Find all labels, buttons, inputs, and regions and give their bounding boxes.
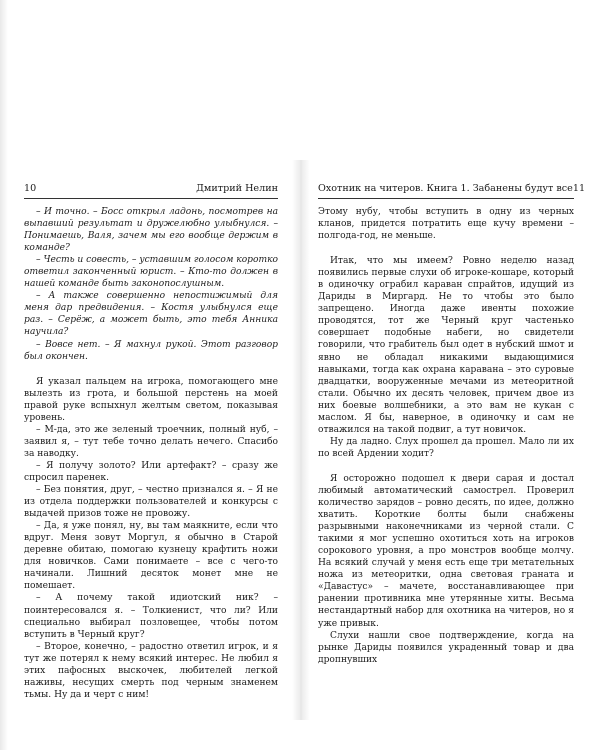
right-running-head bbox=[318, 183, 586, 199]
paragraph: – А почему такой идиотский ник? – поинтересовался я. – Толкиенист, что ли? Или специально выбирал позловещее, чтобы потом вступить в Черный круг? bbox=[24, 593, 278, 640]
paragraph: – Вовсе нет. – Я махнул рукой. Этот разговор был окончен. bbox=[24, 339, 278, 362]
paragraph: – Я получу золото? Или артефакт? – сразу же спросил паренек. bbox=[24, 460, 278, 483]
paragraph: – Без понятия, друг, – честно признался я. – Я не из отдела поддержки пользователей и конкурсы с выдачей призов тоже не провожу. bbox=[24, 485, 278, 520]
paragraph: Я указал пальцем на игрока, помогающего мне вылезть из грота, и большой перстень на моей правой руке вспыхнул желтым светом, показывая уровень. bbox=[24, 376, 278, 423]
right-page bbox=[318, 183, 586, 666]
paragraph: – Честь и совесть, – уставшим голосом коротко ответил законченный юрист. – Кто-то должен в нашей команде быть законопослушным. bbox=[24, 255, 278, 290]
paragraph: – М-да, это же зеленый троечник, полный нуб, – заявил я, – тут тебе точно делать нечего. Спасибо за наводку. bbox=[24, 424, 278, 459]
paragraph: Этому нубу, чтобы вступить в одну из черных кланов, придется потратить еще кучу времени – полгода-год, не меньше. bbox=[318, 207, 574, 242]
left-page-text bbox=[24, 206, 278, 701]
book-gutter bbox=[292, 160, 310, 720]
page-edge-shadow bbox=[0, 0, 8, 750]
left-author: Дмитрий Нелин bbox=[196, 183, 278, 194]
paragraph: Я осторожно подошел к двери сарая и достал любимый автоматический самострел. Проверил количество зарядов – ровно десять, по идее, должно хватить. Короткие болты были снабжены разрывными наконечниками из черной стали. С такими я мог успешно охотиться хоть на игроков сорокового уровня, а про монстров вообще молчу. На всякий случай у меня есть еще три метательных ножа из метеоритки, одна световая граната и «Давастус» – мачете, восстанавливающее при ранении противника мне утерянные хиты. Весьма нестандартный набор для охотника на читеров, но я уже привык. bbox=[318, 473, 574, 629]
paragraph: – Да, я уже понял, ну, вы там маякните, если что вдруг. Меня зовут Моргул, я обычно в Старой деревне обитаю, помогаю кузнецу крафтить ножи для новичков. Сами понимаете – все с чего-то начинали. Лишний десяток монет мне не помешает. bbox=[24, 521, 278, 592]
paragraph: Ну да ладно. Слух прошел да прошел. Мало ли их по всей Ардении ходит? bbox=[318, 436, 574, 459]
left-page-number: 10 bbox=[24, 183, 37, 194]
right-running-title: Охотник на читеров. Книга 1. Забанены будут все bbox=[318, 183, 573, 194]
left-page bbox=[24, 183, 278, 701]
paragraph: – Второе, конечно, – радостно ответил игрок, и я тут же потерял к нему всякий интерес. Не любил я этих пафосных выскочек, любителей легкой наживы, несущих смерть под черным знаменем тьмы. Ну да и черт с ним! bbox=[24, 641, 278, 700]
paragraph: – А также совершенно непостижимый для меня дар предвидения. – Костя улыбнулся еще раз. – Серёж, а может быть, это тебя Анника научила? bbox=[24, 291, 278, 338]
right-page-text bbox=[318, 206, 574, 666]
paragraph: Итак, что мы имеем? Ровно неделю назад появились первые слухи об игроке-кошаре, который в одиночку ограбил караван спрайтов, идущий из Дариды в Миргард. Не то чтобы это было запрещено. Иногда даже ивенты похожие проводятся, тот же Черный круг частенько совершает подобные набеги, но свидетели говорили, что грабитель был одет в нубский шмот и явно не обладал никакими выдающимися навыками, тогда как охрана каравана – это суровые двадцатки, вооруженные мечами из метеоритной стали. Обычно их десять человек, причем двое из них боевые волшебники, а это вам не кукан с маслом. Я бы, наверное, в одиночку и сам не отважился на такой подвиг, а тут новичок. bbox=[318, 256, 574, 435]
left-running-head bbox=[24, 183, 278, 199]
right-page-number: 11 bbox=[572, 183, 586, 194]
paragraph: – И точно. – Босс открыл ладонь, посмотрев на выпавший результат и дружелюбно улыбнулся. – Понимаешь, Валя, зачем мы его вообще держим в команде? bbox=[24, 207, 278, 254]
paragraph: Слухи нашли свое подтверждение, когда на рынке Дариды появился украденный товар и два дропнувших bbox=[318, 630, 574, 665]
